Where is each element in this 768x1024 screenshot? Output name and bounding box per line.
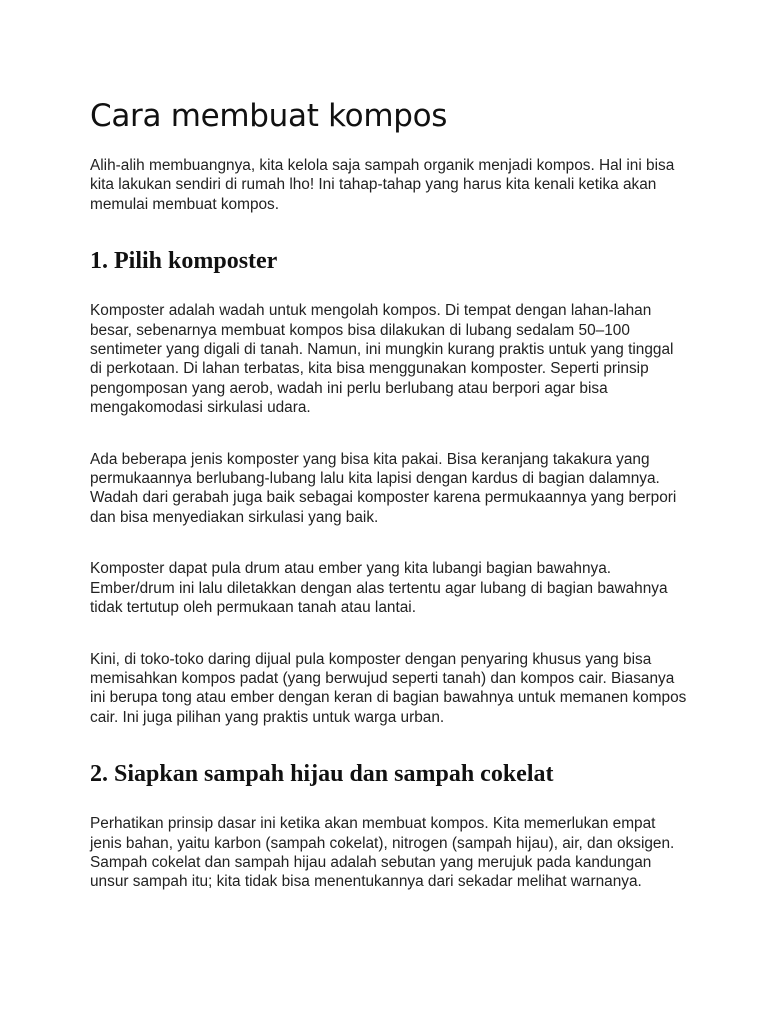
section-pilih-komposter [90,246,688,727]
intro-paragraph: Alih-alih membuangnya, kita kelola saja sampah organik menjadi kompos. Hal ini bisa kita lakukan sendiri di rumah lho! Ini tahap-tahap yang harus kita kenali ketika akan memulai membuat kompos. [90,157,675,213]
paragraph: Komposter adalah wadah untuk mengolah kompos. Di tempat dengan lahan-lahan besar, sebenarnya membuat kompos bisa dilakukan di lubang sedalam 50–100 sentimeter yang digali di tanah. Namun, ini mungkin kurang praktis untuk yang tinggal di perkotaan. Di lahan terbatas, kita bisa menggunakan komposter. Seperti prinsip pengomposan yang aerob, wadah ini perlu berlubang atau berpori agar bisa mengakomodasi sirkulasi udara. [90,302,674,417]
document-content [90,96,688,924]
page-title: Cara membuat kompos [90,98,448,134]
section-siapkan-sampah [90,759,688,892]
paragraph: Perhatikan prinsip dasar ini ketika akan membuat kompos. Kita memerlukan empat jenis bahan, yaitu karbon (sampah cokelat), nitrogen (sampah hijau), air, dan oksigen. Sampah cokelat dan sampah hijau adalah sebutan yang merujuk pada kandungan unsur sampah itu; kita tidak bisa menentukannya dari sekadar melihat warnanya. [90,815,675,891]
paragraph: Komposter dapat pula drum atau ember yang kita lubangi bagian bawahnya. Ember/drum ini lalu diletakkan dengan alas tertentu agar lubang di bagian bawahnya tidak tertutup oleh permukaan tanah atau lantai. [90,560,668,617]
section-heading: 1. Pilih komposter [90,248,278,275]
paragraph: Kini, di toko-toko daring dijual pula komposter dengan penyaring khusus yang bisa memisahkan kompos padat (yang berwujud seperti tanah) dan kompos cair. Biasanya ini berupa tong atau ember dengan keran di bagian bawahnya untuk memanen kompos cair. Ini juga pilihan yang praktis untuk warga urban. [90,650,687,726]
paragraph: Ada beberapa jenis komposter yang bisa kita pakai. Bisa keranjang takakura yang permukaannya berlubang-lubang lalu kita lapisi dengan kardus di bagian dalamnya. Wadah dari gerabah juga baik sebagai komposter karena permukaannya yang berpori dan bisa menyediakan sirkulasi yang baik. [90,450,677,526]
section-heading: 2. Siapkan sampah hijau dan sampah cokelat [90,761,554,788]
